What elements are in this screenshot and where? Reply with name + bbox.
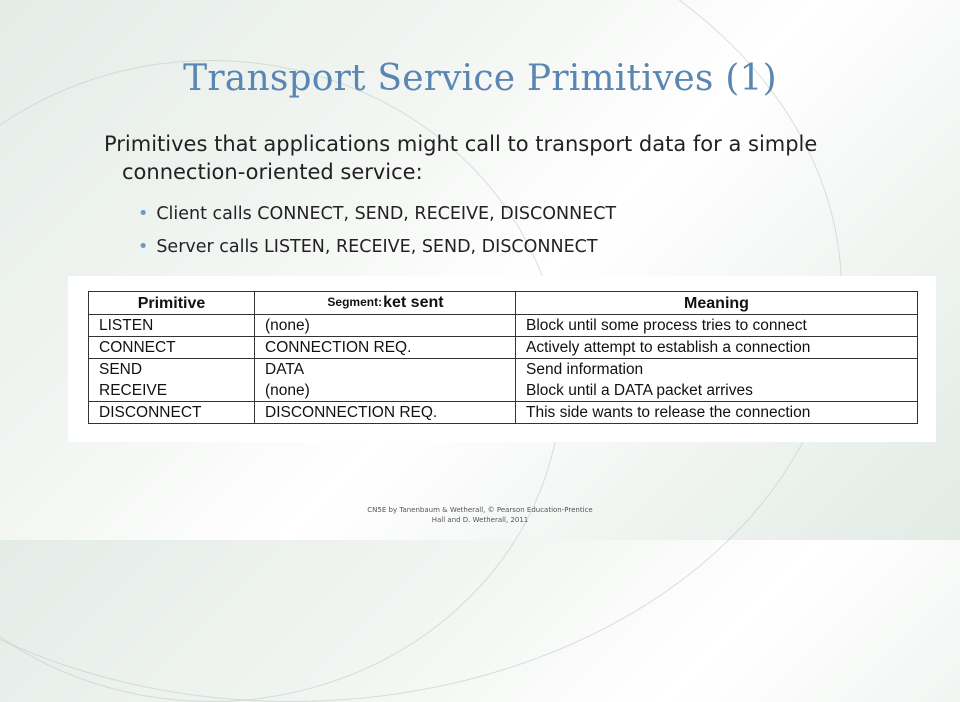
table-header-row bbox=[89, 292, 918, 315]
intro-line-1: Primitives that applications might call to transport data for a simple bbox=[104, 132, 818, 156]
table-row bbox=[89, 380, 918, 402]
bullet-text: Server calls LISTEN, RECEIVE, SEND, DISCONNECT bbox=[156, 237, 598, 257]
intro-line-2: connection-oriented service: bbox=[122, 160, 423, 184]
cell-meaning: Send information bbox=[516, 359, 918, 381]
primitives-table-image bbox=[68, 276, 936, 442]
cell-packet: CONNECTION REQ. bbox=[255, 337, 516, 359]
cell-meaning: Block until a DATA packet arrives bbox=[516, 380, 918, 402]
table-row bbox=[89, 337, 918, 359]
cell-meaning: Block until some process tries to connect bbox=[516, 315, 918, 337]
cell-primitive: DISCONNECT bbox=[89, 402, 255, 424]
cell-packet: (none) bbox=[255, 380, 516, 402]
table-row bbox=[89, 359, 918, 381]
footer-line-1: CN5E by Tanenbaum & Wetherall, © Pearson Education-Prentice bbox=[367, 506, 593, 514]
primitives-table bbox=[88, 291, 918, 424]
cell-meaning: This side wants to release the connection bbox=[516, 402, 918, 424]
cell-primitive: CONNECT bbox=[89, 337, 255, 359]
header-meaning: Meaning bbox=[516, 292, 918, 315]
cell-packet: DATA bbox=[255, 359, 516, 381]
bullet-icon: • bbox=[138, 237, 149, 257]
header-packet-sent bbox=[255, 292, 516, 315]
slide-footer bbox=[340, 505, 620, 525]
bullet-item bbox=[138, 200, 616, 233]
cell-packet: (none) bbox=[255, 315, 516, 337]
bullet-item bbox=[138, 233, 616, 266]
bullet-list bbox=[138, 200, 616, 266]
bullet-text: Client calls CONNECT, SEND, RECEIVE, DISCONNECT bbox=[156, 204, 617, 224]
footer-line-2: Hall and D. Wetherall, 2011 bbox=[431, 516, 529, 524]
header-packet-suffix: ket sent bbox=[383, 294, 444, 311]
cell-primitive: SEND bbox=[89, 359, 255, 381]
slide-title: Transport Service Primitives (1) bbox=[183, 58, 777, 99]
cell-packet: DISCONNECTION REQ. bbox=[255, 402, 516, 424]
table-row bbox=[89, 402, 918, 424]
cell-primitive: RECEIVE bbox=[89, 380, 255, 402]
header-primitive: Primitive bbox=[89, 292, 255, 315]
cell-meaning: Actively attempt to establish a connection bbox=[516, 337, 918, 359]
intro-text bbox=[104, 130, 904, 186]
bullet-icon: • bbox=[138, 204, 149, 224]
header-segment-overlay: Segment: bbox=[327, 295, 383, 309]
cell-primitive: LISTEN bbox=[89, 315, 255, 337]
table-row bbox=[89, 315, 918, 337]
